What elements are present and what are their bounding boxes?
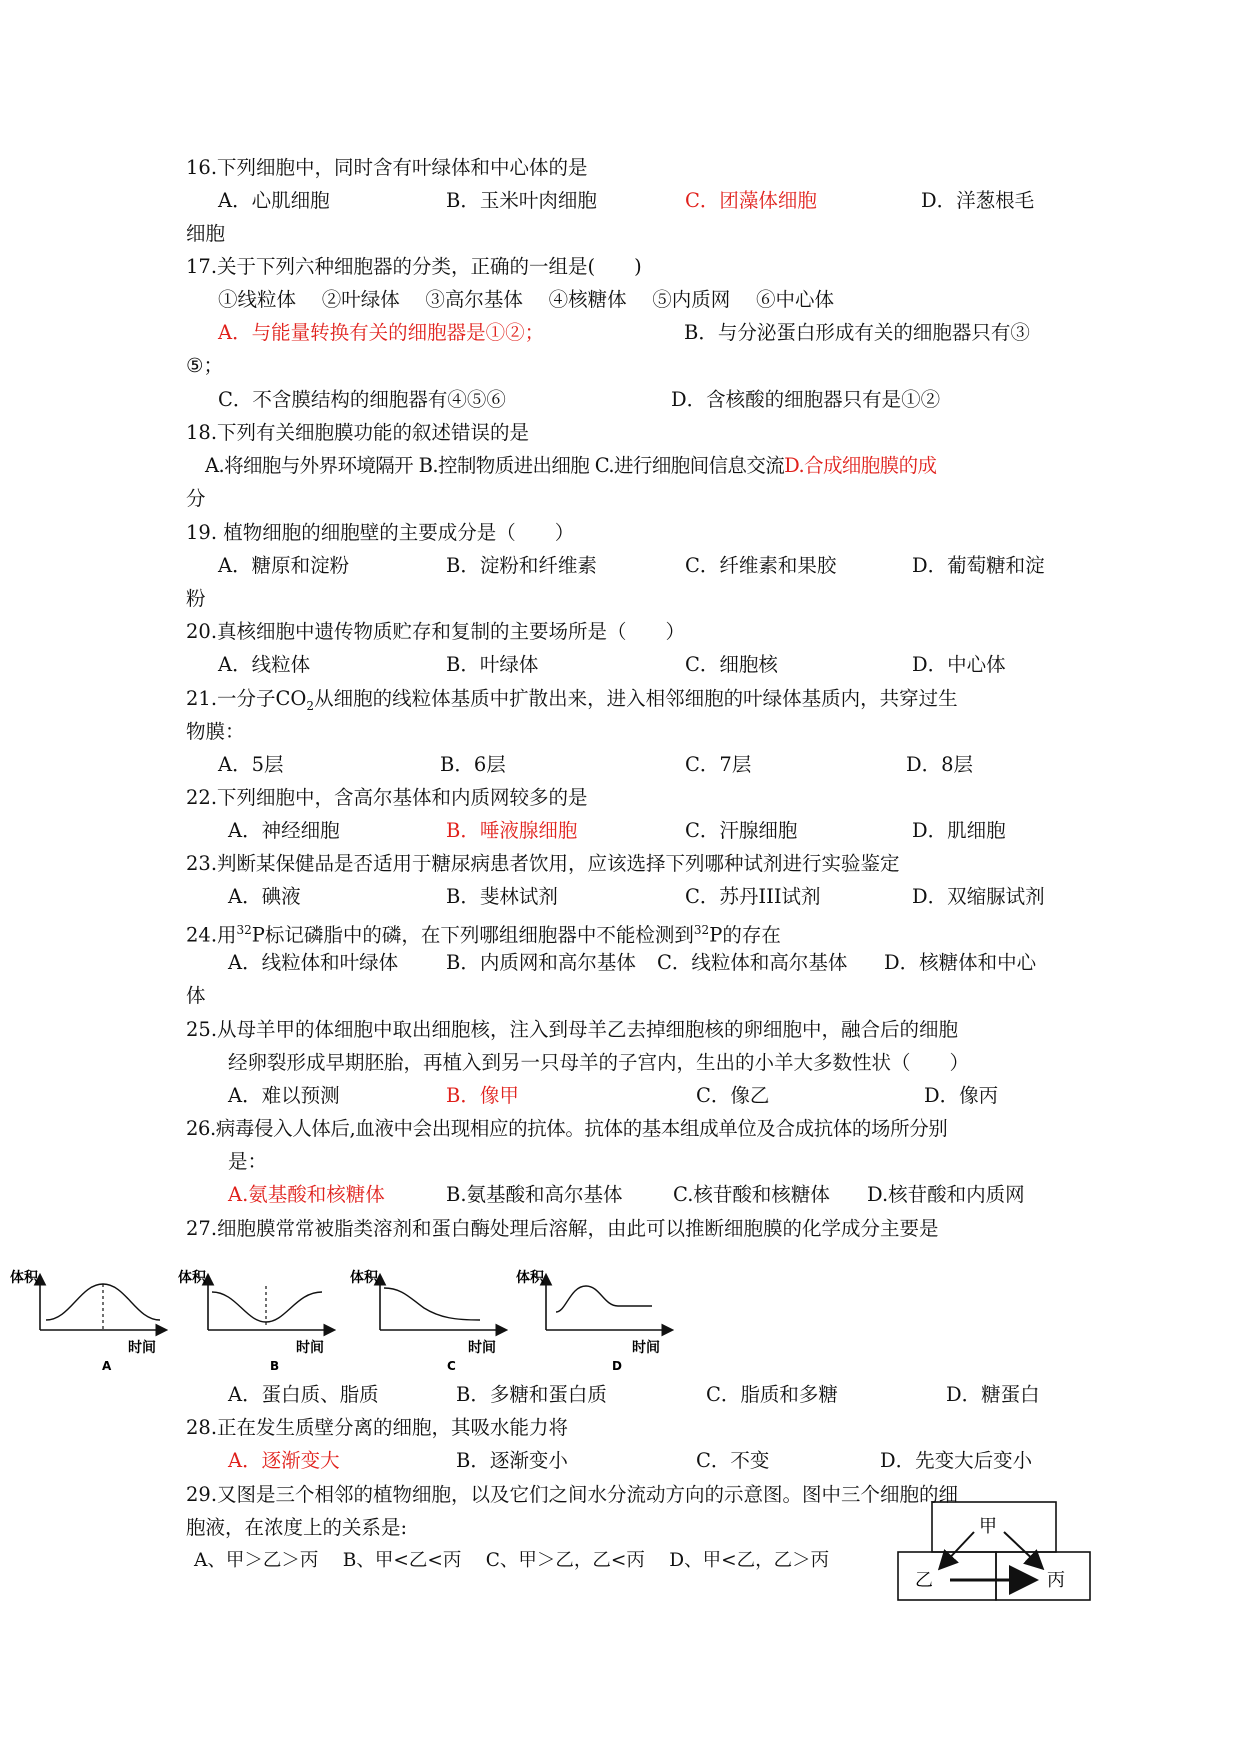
q17-stem: 17.关于下列六种细胞器的分类，正确的一组是( ) bbox=[186, 255, 642, 278]
graph-a bbox=[10, 1269, 165, 1372]
arrow-jia-to-yi bbox=[942, 1532, 974, 1566]
graph-c bbox=[350, 1269, 505, 1372]
q24-stem bbox=[186, 917, 781, 949]
q17-option-b: B．与分泌蛋白形成有关的细胞器只有③ bbox=[684, 321, 1030, 344]
q25-option-b: B．像甲 bbox=[446, 1084, 519, 1107]
q26-stem: 26.病毒侵入人体后,血液中会出现相应的抗体。抗体的基本组成单位及合成抗体的场所分别 bbox=[186, 1117, 948, 1140]
graph-a-xlabel: 时间 bbox=[128, 1340, 156, 1356]
cell-bing bbox=[996, 1552, 1090, 1600]
q16-option-a: A．心肌细胞 bbox=[218, 189, 330, 212]
q19-wrap: 粉 bbox=[186, 587, 206, 610]
graph-b-xlabel: 时间 bbox=[296, 1340, 324, 1356]
q21-stem bbox=[186, 686, 958, 719]
graph-a-tag: A bbox=[102, 1359, 112, 1372]
q22-stem: 22.下列细胞中，含高尔基体和内质网较多的是 bbox=[186, 786, 588, 809]
q23-option-b: B．斐林试剂 bbox=[446, 885, 558, 908]
q26-option-a: A.氨基酸和核糖体 bbox=[228, 1183, 385, 1206]
q21-stem-pre: 21.一分子CO bbox=[186, 687, 307, 710]
q22-option-d: D．肌细胞 bbox=[912, 819, 1006, 842]
q19-option-b: B．淀粉和纤维素 bbox=[446, 554, 597, 577]
q18-wrap: 分 bbox=[186, 487, 206, 510]
q26-option-c: C.核苷酸和核糖体 bbox=[673, 1183, 830, 1206]
q21-co2-subscript: 2 bbox=[306, 698, 315, 713]
q23-stem: 23.判断某保健品是否适用于糖尿病患者饮用，应该选择下列哪种试剂进行实验鉴定 bbox=[186, 852, 900, 875]
q25-stem: 25.从母羊甲的体细胞中取出细胞核，注入到母羊乙去掉细胞核的卵细胞中，融合后的细胞 bbox=[186, 1018, 959, 1041]
q20-option-b: B．叶绿体 bbox=[446, 653, 539, 676]
q28-option-c: C．不变 bbox=[696, 1449, 770, 1472]
q24-option-c: C．线粒体和高尔基体 bbox=[657, 951, 848, 974]
graph-d-ylabel: 体积 bbox=[516, 1270, 544, 1286]
q27-option-b: B．多糖和蛋白质 bbox=[456, 1383, 607, 1406]
q26-option-b: B.氨基酸和高尔基体 bbox=[446, 1183, 623, 1206]
q17-b-wrap: ⑤； bbox=[186, 354, 223, 377]
q26-option-d: D.核苷酸和内质网 bbox=[867, 1183, 1025, 1206]
graph-a-ylabel: 体积 bbox=[10, 1270, 38, 1286]
q24-wrap: 体 bbox=[186, 984, 206, 1007]
q23-option-a: A．碘液 bbox=[228, 885, 301, 908]
q18-options bbox=[205, 453, 936, 479]
q19-option-d: D．葡萄糖和淀 bbox=[912, 554, 1045, 577]
graph-b-tag: B bbox=[270, 1359, 280, 1372]
graph-c-ylabel: 体积 bbox=[350, 1270, 378, 1286]
q23-option-c: C．苏丹III试剂 bbox=[685, 885, 821, 908]
q18-stem: 18.下列有关细胞膜功能的叙述错误的是 bbox=[186, 421, 530, 444]
graph-b bbox=[178, 1269, 333, 1372]
q29-options: A、甲＞乙＞丙 B、甲<乙<丙 C、甲＞乙，乙<丙 D、甲<乙，乙＞丙 bbox=[194, 1550, 830, 1571]
q27-option-d: D．糖蛋白 bbox=[946, 1383, 1040, 1406]
q26-stem-2: 是： bbox=[228, 1150, 268, 1173]
q24-stem-post: P的存在 bbox=[709, 923, 781, 947]
q28-option-b: B．逐渐变小 bbox=[456, 1449, 568, 1472]
q22-option-c: C．汗腺细胞 bbox=[685, 819, 798, 842]
q22-option-a: A．神经细胞 bbox=[228, 819, 340, 842]
q21-option-c: C．7层 bbox=[685, 753, 752, 776]
q24-isotope-superscript: 32 bbox=[236, 923, 252, 937]
q25-stem-2: 经卵裂形成早期胚胎，再植入到另一只母羊的子宫内，生出的小羊大多数性状（ ） bbox=[228, 1051, 970, 1074]
q20-option-a: A．线粒体 bbox=[218, 653, 311, 676]
q21-option-d: D．8层 bbox=[906, 753, 974, 776]
q24-option-a: A．线粒体和叶绿体 bbox=[228, 951, 399, 974]
q20-stem: 20.真核细胞中遗传物质贮存和复制的主要场所是（ ） bbox=[186, 620, 686, 643]
volume-time-graphs bbox=[0, 1262, 700, 1372]
q24-option-d: D．核糖体和中心 bbox=[884, 951, 1037, 974]
cell-jia-label: 甲 bbox=[979, 1516, 997, 1537]
q29-stem-2: 胞液，在浓度上的关系是: bbox=[186, 1516, 408, 1539]
q21-stem-post: 从细胞的线粒体基质中扩散出来，进入相邻细胞的叶绿体基质内，共穿过生 bbox=[314, 687, 958, 710]
q18-options-abc: A.将细胞与外界环境隔开 B.控制物质进出细胞 C.进行细胞间信息交流 bbox=[205, 454, 785, 477]
q16-wrap: 细胞 bbox=[186, 222, 226, 245]
q28-option-a: A．逐渐变大 bbox=[228, 1449, 340, 1472]
q27-stem: 27.细胞膜常常被脂类溶剂和蛋白酶处理后溶解，由此可以推断细胞膜的化学成分主要是 bbox=[186, 1217, 939, 1240]
cell-bing-label: 丙 bbox=[1047, 1570, 1065, 1591]
q23-option-d: D．双缩脲试剂 bbox=[912, 885, 1045, 908]
q17-option-a: A．与能量转换有关的细胞器是①②； bbox=[218, 321, 545, 344]
q29-stem: 29.又图是三个相邻的植物细胞，以及它们之间水分流动方向的示意图。图中三个细胞的细 bbox=[186, 1483, 959, 1506]
q22-option-b: B．唾液腺细胞 bbox=[446, 819, 578, 842]
q21-wrap: 物膜： bbox=[186, 720, 245, 743]
q17-option-d: D．含核酸的细胞器只有是①② bbox=[671, 388, 941, 411]
q16-option-b: B．玉米叶肉细胞 bbox=[446, 189, 597, 212]
cell-diagram bbox=[896, 1500, 1092, 1604]
q17-items: ①线粒体 ②叶绿体 ③高尔基体 ④核糖体 ⑤内质网 ⑥中心体 bbox=[218, 288, 834, 311]
q24-stem-mid: P标记磷脂中的磷，在下列哪组细胞器中不能检测到 bbox=[251, 923, 694, 947]
q25-option-a: A．难以预测 bbox=[228, 1084, 340, 1107]
q19-option-c: C．纤维素和果胶 bbox=[685, 554, 837, 577]
cell-yi bbox=[898, 1552, 996, 1600]
q16-option-c: C．团藻体细胞 bbox=[685, 189, 817, 212]
graph-c-xlabel: 时间 bbox=[468, 1340, 496, 1356]
graph-b-ylabel: 体积 bbox=[178, 1270, 206, 1286]
q24-stem-pre: 24.用 bbox=[186, 923, 237, 947]
q28-option-d: D．先变大后变小 bbox=[880, 1449, 1033, 1472]
q25-option-d: D．像丙 bbox=[924, 1084, 999, 1107]
graph-c-tag: C bbox=[447, 1359, 456, 1372]
graph-d-tag: D bbox=[612, 1359, 622, 1372]
q21-option-b: B．6层 bbox=[440, 753, 506, 776]
q28-stem: 28.正在发生质壁分离的细胞，其吸水能力将 bbox=[186, 1416, 569, 1439]
q17-option-c: C．不含膜结构的细胞器有④⑤⑥ bbox=[218, 388, 506, 411]
q18-option-d: D.合成细胞膜的成 bbox=[784, 454, 937, 477]
q20-option-d: D．中心体 bbox=[912, 653, 1006, 676]
q25-option-c: C．像乙 bbox=[696, 1084, 770, 1107]
q19-stem: 19. 植物细胞的细胞壁的主要成分是（ ） bbox=[186, 521, 575, 544]
graph-d-xlabel: 时间 bbox=[632, 1340, 660, 1356]
q21-option-a: A．5层 bbox=[218, 753, 284, 776]
graph-d bbox=[516, 1269, 671, 1372]
arrow-jia-to-bing bbox=[1004, 1532, 1040, 1566]
q19-option-a: A．糖原和淀粉 bbox=[218, 554, 350, 577]
q27-option-c: C．脂质和多糖 bbox=[706, 1383, 838, 1406]
q24-option-b: B．内质网和高尔基体 bbox=[446, 951, 636, 974]
q24-isotope-superscript-2: 32 bbox=[693, 923, 710, 937]
cell-yi-label: 乙 bbox=[915, 1570, 933, 1591]
q16-stem: 16.下列细胞中，同时含有叶绿体和中心体的是 bbox=[186, 156, 588, 179]
q27-option-a: A．蛋白质、脂质 bbox=[228, 1383, 379, 1406]
q20-option-c: C．细胞核 bbox=[685, 653, 778, 676]
q16-option-d: D．洋葱根毛 bbox=[921, 189, 1035, 212]
